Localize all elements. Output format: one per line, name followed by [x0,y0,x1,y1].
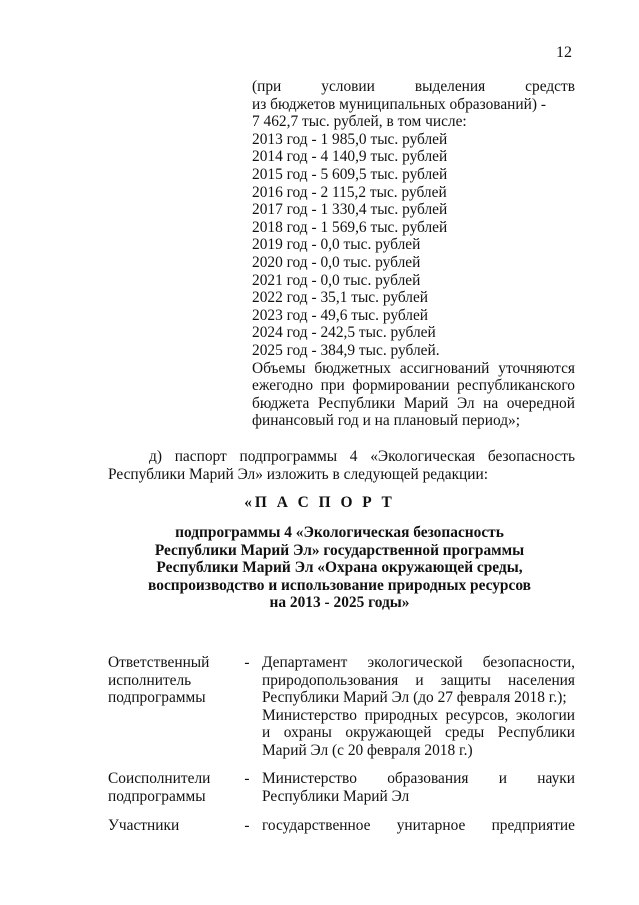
funding-block [252,78,575,430]
instruction-line-2: Республики Марий Эл» изложить в следующей редакции: [108,466,489,483]
funding-line: 2016 год - 2 115,2 тыс. рублей [252,183,447,201]
row-dash: - [244,770,250,787]
row-value-part: Министерство природных ресурсов, экологии и охраны окружающей среды Республики Марий Эл (с 20 февраля 2018 г.) [262,706,575,759]
funding-line: 2013 год - 1 985,0 тыс. рублей [252,130,448,148]
row-value-part: Министерство образования и науки Республики Марий Эл [262,770,575,805]
passport-title: «П А С П О Р Т [244,494,395,511]
funding-line: 2024 год - 242,5 тыс. рублей [252,324,436,342]
row-label: Соисполнители подпрограммы [108,770,211,805]
row-value [262,770,575,805]
funding-line: 2015 год - 5 609,5 тыс. рублей [252,165,448,183]
funding-line: 7 462,7 тыс. рублей, в том числе: [252,113,467,131]
funding-line: 2023 год - 49,6 тыс. рублей [252,306,429,324]
row-dash: - [244,654,250,671]
passport-subtitle-line: на 2013 - 2025 годы» [269,594,410,612]
funding-line: 2020 год - 0,0 тыс. рублей [252,253,421,271]
instruction-paragraph [108,448,575,484]
funding-line: 2021 год - 0,0 тыс. рублей [252,271,421,289]
passport-subtitle [120,524,559,612]
row-label: Участники [108,817,180,834]
funding-note: Объемы бюджетных ассигнований уточняются ежегодно при формировании республиканского бюджета Республики Марий Эл на очередной финансовый год и на плановый период»; [252,359,575,430]
funding-line: 2022 год - 35,1 тыс. рублей [252,289,429,307]
passport-subtitle-line: Республики Марий Эл» государственной программы [154,541,525,559]
row-label: Ответственный исполнитель подпрограммы [108,654,210,707]
funding-first-line: (при условии выделения средств [252,78,575,95]
passport-subtitle-line: Республики Марий Эл «Охрана окружающей среды, [156,559,523,577]
row-value [262,817,575,835]
row-value [262,654,575,760]
funding-line: 2018 год - 1 569,6 тыс. рублей [252,218,448,236]
funding-line: 2017 год - 1 330,4 тыс. рублей [252,201,448,219]
page-number: 12 [556,44,572,61]
funding-line: 2025 год - 384,9 тыс. рублей. [252,341,440,359]
row-value-part: Департамент экологической безопасности, природопользования и защиты населения Республики Марий Эл (до 27 февраля 2018 г.); [262,654,575,707]
row-dash: - [244,817,250,834]
row-value-part: государственное унитарное предприятие [262,817,575,834]
passport-subtitle-line: подпрограммы 4 «Экологическая безопасность [175,524,504,541]
funding-line: из бюджетов муниципальных образований) - [252,95,546,113]
funding-line: 2019 год - 0,0 тыс. рублей [252,236,421,254]
funding-line: 2014 год - 4 140,9 тыс. рублей [252,148,448,166]
instruction-line-1: д) паспорт подпрограммы 4 «Экологическая безопасность [149,448,575,465]
passport-subtitle-line: воспроизводство и использование природных ресурсов [148,576,531,594]
